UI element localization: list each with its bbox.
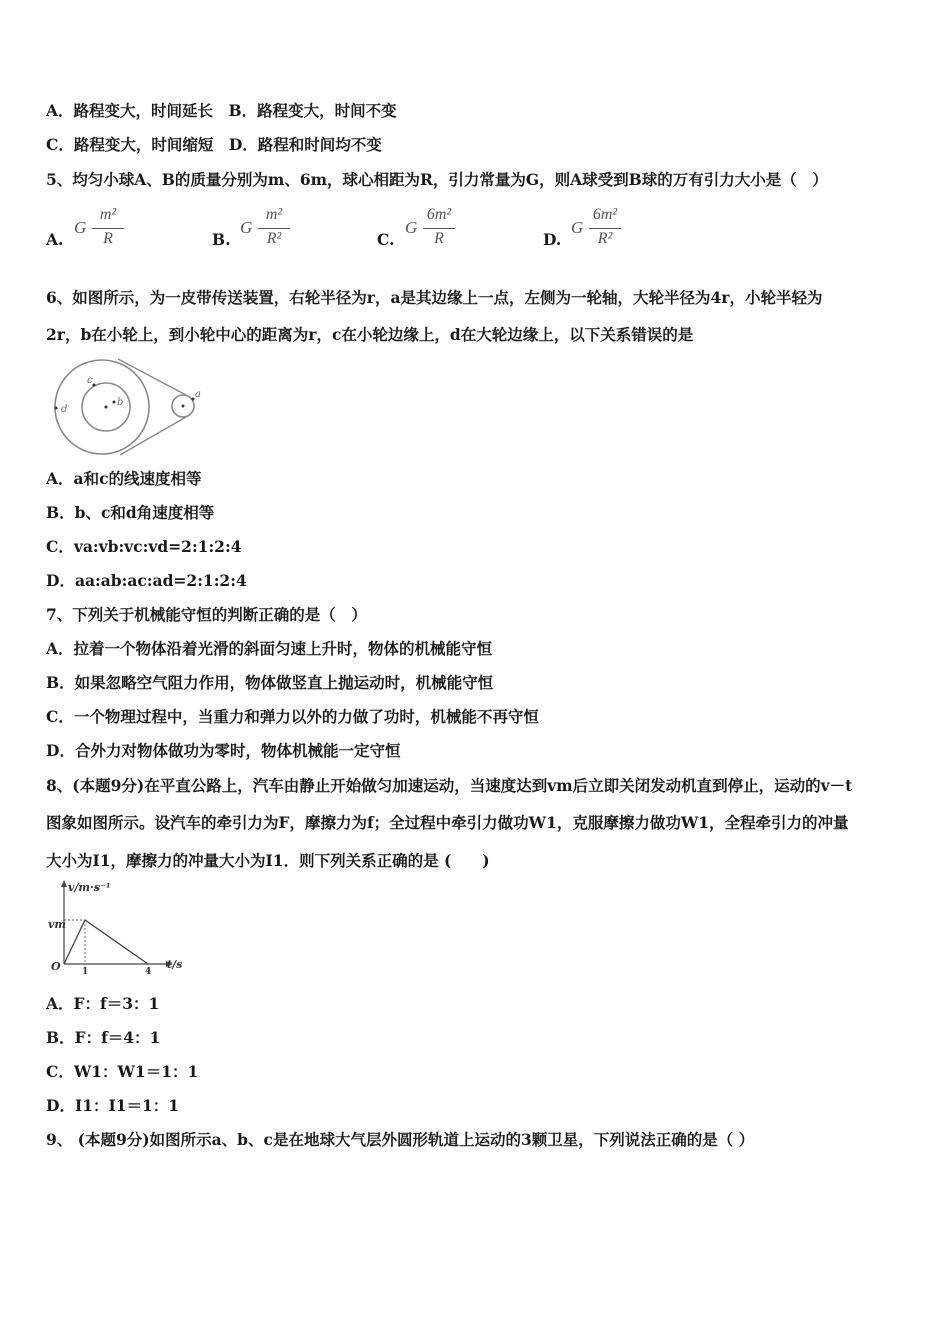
vt-graph <box>44 878 194 978</box>
q7-option-d: D．合外力对物体做功为零时，物体机械能一定守恒 <box>46 741 401 760</box>
belt-bottom <box>120 417 186 455</box>
point-b <box>113 401 116 404</box>
q6-stem-line1: 6、如图所示，为一皮带传送装置，右轮半径为r，a是其边缘上一点，左侧为一轮轴，大轮半径为4r，小轮半轻为 <box>46 288 823 307</box>
q5-stem: 5、均匀小球A、B的质量分别为m、6m，球心相距为R，引力常量为G，则A球受到B球的万有引力大小是（ ） <box>46 170 828 189</box>
vt-series-line <box>64 920 148 964</box>
q4-option-cd: C．路程变大，时间缩短 D．路程和时间均不变 <box>46 135 382 154</box>
x-axis-label: t/s <box>167 958 183 971</box>
q8-option-c: C．W1：W1＝1：1 <box>46 1062 199 1081</box>
q8-stem-line3: 大小为I1，摩擦力的冲量大小为I1．则下列关系正确的是 ( ) <box>46 851 490 870</box>
fraction-bar <box>423 228 455 229</box>
label-d: d <box>61 404 68 415</box>
formula-numerator: m² <box>265 206 283 223</box>
large-wheel <box>55 360 149 454</box>
q6-stem-line2: 2r，b在小轮上，到小轮中心的距离为r，c在小轮边缘上，d在大轮边缘上，以下关系错误的是 <box>46 325 694 344</box>
q6-option-a: A．a和c的线速度相等 <box>46 469 202 488</box>
fraction-bar <box>92 228 124 229</box>
q5-option-label: D. <box>543 230 562 249</box>
q5-options <box>46 206 666 256</box>
label-c: c <box>87 375 93 386</box>
label-b: b <box>117 397 124 408</box>
formula-numerator: m² <box>99 206 117 223</box>
formula-g: G <box>240 218 253 237</box>
q7-option-c: C．一个物理过程中，当重力和弹力以外的力做了功时，机械能不再守恒 <box>46 707 539 726</box>
small-wheel-center <box>105 406 108 409</box>
q7-stem: 7、下列关于机械能守恒的判断正确的是（ ） <box>46 605 367 624</box>
q7-option-b: B．如果忽略空气阻力作用，物体做竖直上抛运动时，机械能守恒 <box>46 673 494 692</box>
formula-denominator: R <box>103 230 113 247</box>
q5-option-label: B. <box>212 230 231 249</box>
y-tick-vm: vm <box>48 918 67 931</box>
formula-numerator: 6m² <box>426 206 452 223</box>
x-tick-1: 1 <box>82 967 89 977</box>
point-c <box>93 384 96 387</box>
q8-option-b: B．F：f＝4：1 <box>46 1028 161 1047</box>
point-d <box>55 407 58 410</box>
fraction-bar <box>258 228 290 229</box>
origin-label: O <box>51 960 61 973</box>
formula-denominator: R² <box>266 230 282 247</box>
belt-top <box>118 359 186 395</box>
formula-g: G <box>405 218 418 237</box>
formula-numerator: 6m² <box>592 206 618 223</box>
q5-option-label: C. <box>377 230 395 249</box>
q8-option-a: A．F：f＝3：1 <box>46 994 160 1013</box>
q6-option-c: C．va:vb:vc:vd=2:1:2:4 <box>46 537 242 556</box>
belt-pulley-figure <box>50 356 210 460</box>
formula-g: G <box>571 218 584 237</box>
label-a: a <box>195 389 201 400</box>
formula-denominator: R <box>434 230 444 247</box>
q8-stem-line2: 图象如图所示。设汽车的牵引力为F，摩擦力为f；全过程中牵引力做功W1，克服摩擦力做功W1，全程牵引力的冲量 <box>46 813 849 832</box>
q7-option-a: A．拉着一个物体沿着光滑的斜面匀速上升时，物体的机械能守恒 <box>46 639 493 658</box>
formula-denominator: R² <box>597 230 613 247</box>
q6-option-d: D．aa:ab:ac:ad=2:1:2:4 <box>46 571 247 590</box>
q9-stem: 9、 (本题9分)如图所示a、b、c是在地球大气层外圆形轨道上运动的3颗卫星，下列说法正确的是（ ） <box>46 1130 755 1149</box>
formula-g: G <box>74 218 87 237</box>
right-wheel-center <box>182 405 185 408</box>
y-axis-arrow <box>61 880 67 887</box>
q8-option-d: D．I1：I1＝1：1 <box>46 1096 180 1115</box>
q8-stem-line1: 8、(本题9分)在平直公路上，汽车由静止开始做匀加速运动，当速度达到vm后立即关闭发动机直到停止，运动的v－t <box>46 776 853 795</box>
x-tick-4: 4 <box>145 967 152 977</box>
q4-option-ab: A．路程变大，时间延长 B．路程变大，时间不变 <box>46 101 397 120</box>
y-axis-label: v/m·s⁻¹ <box>68 881 111 894</box>
q6-option-b: B．b、c和d角速度相等 <box>46 503 215 522</box>
q5-option-label: A. <box>46 230 64 249</box>
fraction-bar <box>589 228 621 229</box>
